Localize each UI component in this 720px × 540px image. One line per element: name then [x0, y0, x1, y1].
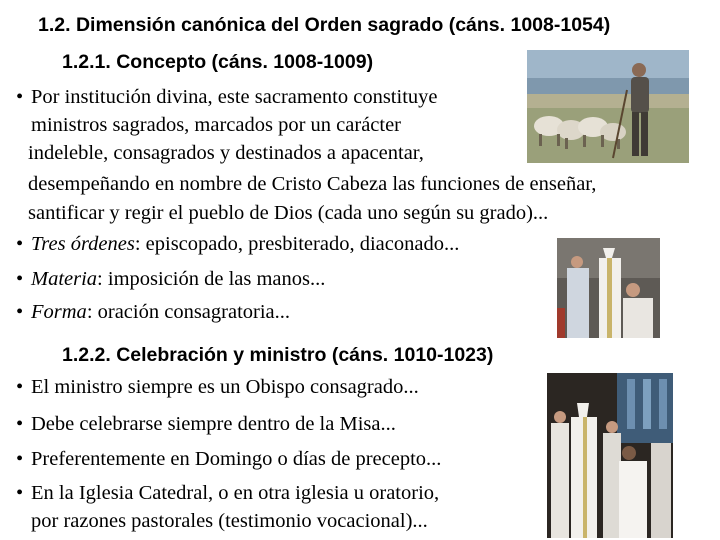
section-title-celebracion: 1.2.2. Celebración y ministro (cáns. 1010-1023)	[62, 344, 494, 366]
forma-item	[31, 300, 290, 324]
section-title-concepto: 1.2.1. Concepto (cáns. 1008-1009)	[62, 51, 374, 73]
ministro-item: El ministro siempre es un Obispo consagrado...	[31, 376, 419, 398]
materia-item	[31, 267, 325, 291]
ordination-illustration	[557, 238, 660, 338]
concepto-line-5: santificar y regir el pueblo de Dios (cada uno según su grado)...	[28, 202, 549, 224]
misa-item: Debe celebrarse siempre dentro de la Misa...	[31, 413, 396, 435]
bullet-marker: •	[16, 268, 24, 290]
ceremony-illustration	[547, 373, 673, 538]
catedral-line-1: En la Iglesia Catedral, o en otra iglesia u oratorio,	[31, 482, 440, 504]
ceremony-photo	[547, 373, 673, 538]
bullet-marker: •	[16, 448, 24, 470]
tres-ordenes-term: Tres órdenes	[31, 233, 135, 255]
domingo-item: Preferentemente en Domingo o días de precepto...	[31, 448, 442, 470]
bullet-marker: •	[16, 413, 24, 435]
main-heading: 1.2. Dimensión canónica del Orden sagrado (cáns. 1008-1054)	[38, 14, 611, 36]
bullet-marker: •	[16, 233, 24, 255]
bullet-marker: •	[16, 86, 24, 108]
materia-term: Materia	[31, 268, 98, 290]
tres-ordenes-item	[31, 232, 459, 256]
concepto-line-2: ministros sagrados, marcados por un carácter	[31, 114, 402, 136]
tres-ordenes-text: : episcopado, presbiterado, diaconado...	[134, 233, 460, 255]
ordination-photo	[557, 238, 660, 338]
bullet-marker: •	[16, 301, 24, 323]
shepherd-photo	[527, 50, 689, 163]
concepto-line-1: Por institución divina, este sacramento constituye	[31, 86, 438, 108]
shepherd-illustration	[527, 50, 689, 163]
materia-text: : imposición de las manos...	[97, 268, 326, 290]
forma-term: Forma	[31, 301, 87, 323]
concepto-line-4: desempeñando en nombre de Cristo Cabeza las funciones de enseñar,	[28, 173, 597, 195]
bullet-marker: •	[16, 482, 24, 504]
bullet-marker: •	[16, 376, 24, 398]
catedral-line-2: por razones pastorales (testimonio vocacional)...	[31, 510, 428, 532]
forma-text: : oración consagratoria...	[86, 301, 291, 323]
concepto-line-3: indeleble, consagrados y destinados a apacentar,	[28, 142, 424, 164]
